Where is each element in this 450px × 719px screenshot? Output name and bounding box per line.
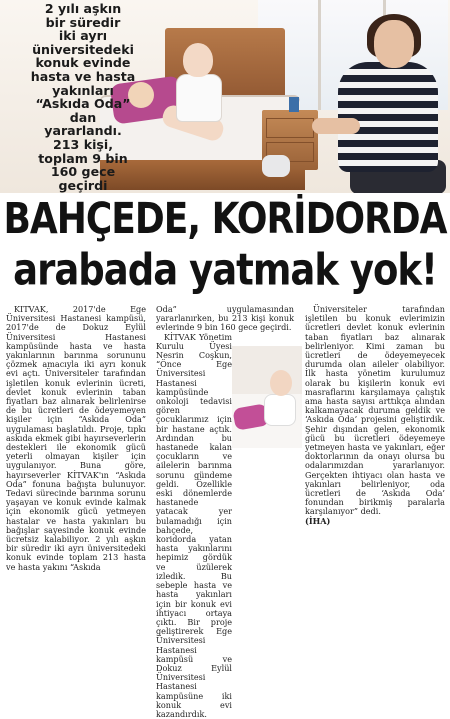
headline-line-2: arabada yatmak yok! bbox=[13, 244, 437, 295]
article-column-3 bbox=[305, 305, 445, 526]
hero-photo bbox=[0, 0, 450, 193]
slippers bbox=[262, 155, 290, 177]
mother-body bbox=[338, 62, 438, 172]
photo-caption: 2 yılı aşkın bir süredir iki ayrı üniversitedeki konuk evinde hasta ve hasta yakınları “Askıda Oda” dan yararlandı. 213 kişi, toplam 9 bin 160 gece geçirdi bbox=[30, 1, 136, 193]
mother-face bbox=[374, 20, 414, 68]
article-paragraph: Üniversiteler tarafından işletilen bu konuk evlerimizin ücretleri devlet konuk evlerinin taban fiyatları baz alınarak belirleniyor. Kimi zaman bu ücretleri de ödeyemeyecek durumda olan aileler olabiliyor. İlk hasta yönetim kurulumuz olarak bu kişilerin konuk evi masraflarını karşılamaya çalıştık ama hasta sayısı arttıkça alından kalkamayacak duruma geldik ve ‘Askıda Oda’ projesini geliştirdik. Şehir dışından gelen, ekonomik gücü bu ücretleri ödeyemeye yetmeyen hasta ve yakınları, eğer doktorlarının da onayı olursa bu odalarımızdan yararlanıyor. Gerçekten ihtiyacı olan hasta ve yakınları belirleniyor, oda ücretleri de ‘Askıda Oda’ fonundan birikmiş paralarla karşılanıyor” dedi. bbox=[305, 304, 445, 517]
child-body bbox=[176, 74, 222, 122]
bottle bbox=[289, 97, 299, 112]
article-column-1 bbox=[6, 305, 146, 572]
article-signature: (İHA) bbox=[305, 515, 331, 526]
child-head bbox=[183, 43, 213, 77]
headline-line-1: BAHÇEDE, KORİDORDA bbox=[3, 195, 447, 244]
article-paragraph: KİTVAK Yönetim Kurulu Üyesi Nesrin Coşkun, “Önce Ege Üniversitesi Hastanesi kampüsünde onkoloji tedavisi gören çocuklarımız için bir hastane açtık. Ardından bu hastanede kalan çocukların ve ailelerin barınma sorunu gündeme geldi. Özellikle eski dönemlerde hastanede yatacak yer bulamadığı için bahçede, koridorda yatan hasta yakınlarını hepimiz gördük ve üzülerek izledik. Bu sebeple hasta ve hasta yakınları için bir konuk evi ihtiyacı ortaya çıktı. Bir proje geliştirerek Ege Üniversitesi Hastanesi kampüsü ve Dokuz Eylül Üniversitesi Hastanesi kampüsüne iki konuk evi kazandırdık. bbox=[156, 331, 232, 719]
article-paragraph: KITVAK, 2017'de Ege Üniversitesi Hastanesi kampüsü, 2017'de de Dokuz Eylül Üniversitesi Hastanesi kampüsünde hasta ve hasta yakınlarının barınma sorununu çözmek amacıyla iki ayrı konuk evi açtı. Üniversiteler tarafından işletilen konuk evlerinin ücreti, devlet konuk evlerinin taban fiyatları baz alınarak belirlenirse de bu ücretleri de ödeyemeyen kişiler için “Askıda Oda” uygulaması başlatıldı. Proje, tıpkı askıda ekmek gibi hayırseverlerin destekleri ile ekonomik gücü yeterli olmayan kişiler için uygulanıyor. Buna göre, hayırseverler KİTVAK'ın “Askıda Oda” fonuna bağışta bulunuyor. Tedavi sürecinde barınma sorunu yaşayan ve konuk evinde kalmak için ekonomik gücü yetmeyen hastalar ve hasta yakınları bu bağışlar sayesinde konuk evinde ücretsiz kalabiliyor. 2 yılı aşkın bir süredir iki ayrı üniversitedeki konuk evinde toplam 213 hasta ve hasta yakını “Askıda bbox=[6, 304, 146, 572]
inset-photo bbox=[232, 346, 302, 448]
mother-arm bbox=[312, 118, 360, 134]
article-paragraph: Oda” uygulamasından yararlanırken, bu 213 kişi konuk evlerinde 9 bin 160 gece geçirdi. bbox=[156, 304, 294, 333]
